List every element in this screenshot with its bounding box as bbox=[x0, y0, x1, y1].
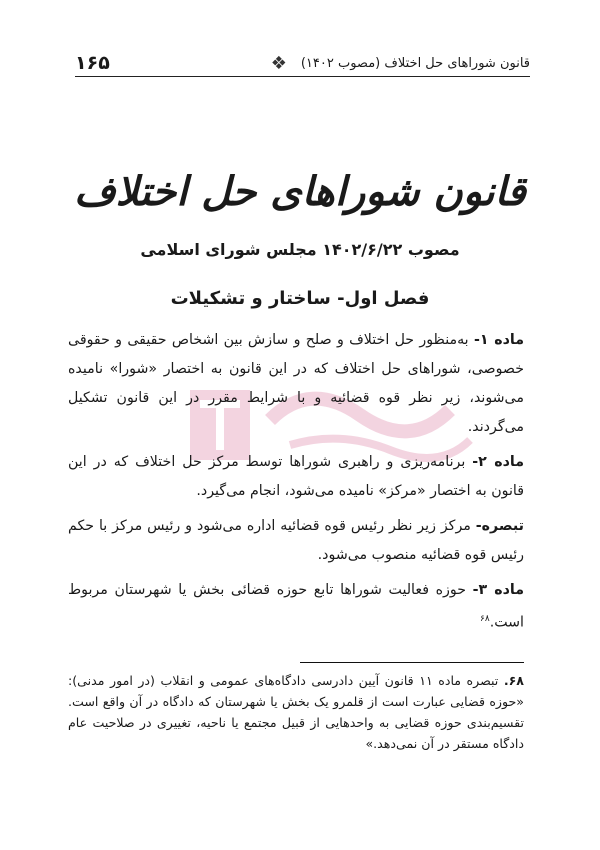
footnote-number: ۶۸. bbox=[503, 673, 524, 688]
article-label: ماده ۱- bbox=[473, 332, 524, 348]
footnote-rule bbox=[300, 662, 524, 663]
note-label: تبصره- bbox=[475, 518, 524, 534]
article-text: برنامه‌ریزی و راهبری شوراها توسط مرکز حل اختلاف که در این قانون به اختصار «مرکز» نامیده می‌شود، انجام می‌گیرد. bbox=[68, 454, 524, 499]
article-text: حوزه فعالیت شوراها تابع حوزه قضائی بخش یا شهرستان مربوط است. bbox=[68, 582, 524, 631]
article-3 bbox=[68, 576, 524, 638]
article-label: ماده ۳- bbox=[472, 582, 524, 598]
article-2 bbox=[68, 448, 524, 506]
body-text bbox=[68, 326, 524, 644]
law-title: قانون شوراهای حل اختلاف bbox=[74, 168, 526, 215]
note-text: مرکز زیر نظر رئیس قوه قضائیه اداره می‌شود و رئیس مرکز با حکم رئیس قوه قضائیه منصوب می‌شود. bbox=[68, 518, 524, 563]
footnote-ref[interactable]: ۶۸ bbox=[480, 614, 490, 624]
chapter-heading: فصل اول- ساختار و تشکیلات bbox=[170, 288, 430, 309]
page-number: ۱۶۵ bbox=[75, 52, 110, 74]
article-text: به‌منظور حل اختلاف و صلح و سازش بین اشخاص حقیقی و حقوقی خصوصی، شوراهای حل اختلاف که در این قانون به اختصار «شورا» نامیده می‌شوند، زیر نظر قوه قضائیه و با شرایط مقرر در این قانون تشکیل می‌گردند. bbox=[68, 332, 524, 435]
page-header bbox=[75, 50, 530, 77]
footnote-text: تبصره ماده ۱۱ قانون آیین دادرسی دادگاه‌های عمومی و انقلاب (در امور مدنی): «حوزه قضایی عبارت است از قلمرو یک بخش یا شهرستان که دادگاه در آن واقع است. تقسیم‌بندی حوزه قضایی به واحدهایی از قبیل مجتمع یا ناحیه، تغییری در صلاحیت عام دادگاه مستقر در آن نمی‌دهد.» bbox=[68, 673, 524, 751]
ornament-icon: ❖ bbox=[270, 52, 287, 74]
article-label: ماده ۲- bbox=[472, 454, 524, 470]
approval-line: مصوب ۱۴۰۲/۶/۲۲ مجلس شورای اسلامی bbox=[140, 240, 460, 259]
footnote bbox=[68, 670, 524, 754]
header-right bbox=[271, 53, 530, 74]
note bbox=[68, 512, 524, 570]
running-title: قانون شوراهای حل اختلاف (مصوب ۱۴۰۲) bbox=[300, 55, 530, 71]
article-1 bbox=[68, 326, 524, 442]
